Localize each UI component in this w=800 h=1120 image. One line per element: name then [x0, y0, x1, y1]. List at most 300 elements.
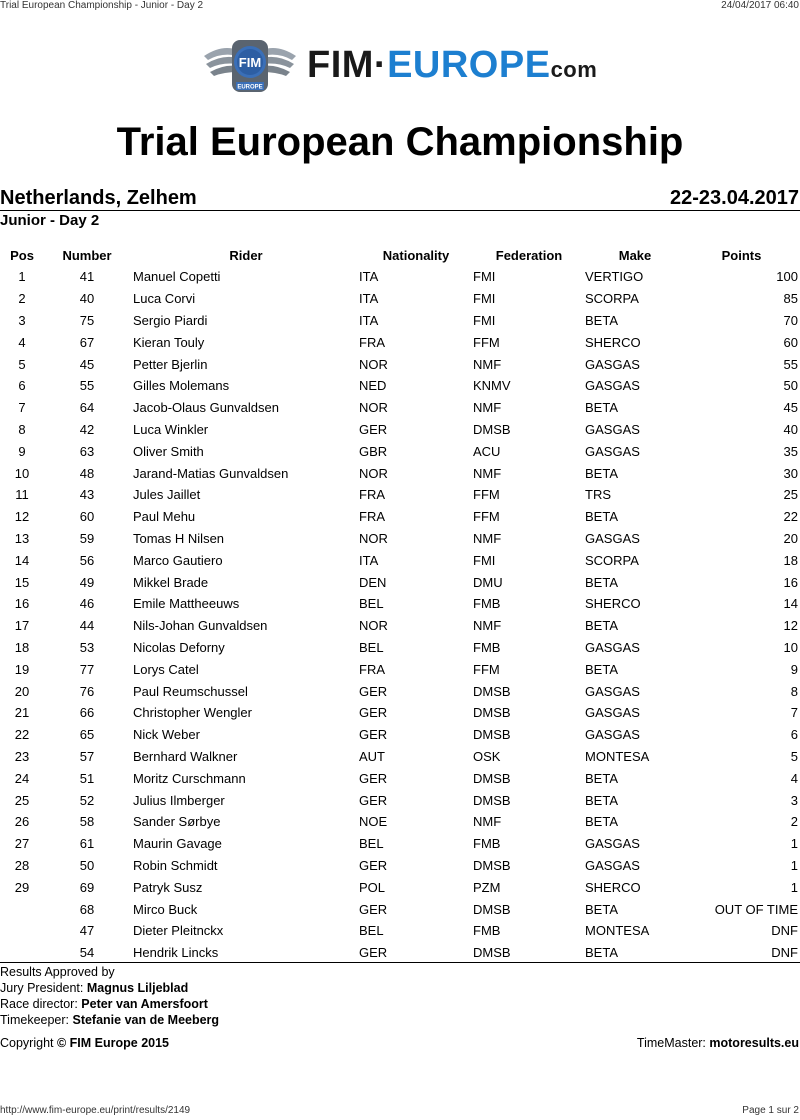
- cell-points: 1: [790, 857, 798, 873]
- table-row: [0, 615, 800, 637]
- cell-number: 48: [79, 465, 95, 481]
- event-dates: 22-23.04.2017: [669, 187, 799, 209]
- cell-nationality: FRA: [359, 487, 385, 503]
- col-header-points: Points: [721, 248, 762, 263]
- table-row: [0, 397, 800, 419]
- table-row: [0, 462, 800, 484]
- cell-pos: 21: [14, 705, 30, 721]
- cell-make: BETA: [585, 574, 618, 590]
- cell-federation: NMF: [473, 356, 502, 372]
- table-bottom-divider: [0, 962, 800, 963]
- cell-points: 100: [776, 269, 798, 285]
- cell-number: 60: [79, 509, 95, 525]
- cell-number: 68: [79, 901, 95, 917]
- cell-points: 1: [790, 836, 798, 852]
- cell-rider: Luca Winkler: [133, 421, 209, 437]
- cell-make: GASGAS: [585, 639, 640, 655]
- cell-pos: 10: [14, 465, 30, 481]
- cell-nationality: NOR: [359, 530, 388, 546]
- cell-rider: Kieran Touly: [133, 334, 205, 350]
- col-header-rider: Rider: [229, 248, 263, 263]
- table-row: [0, 288, 800, 310]
- cell-pos: 6: [18, 378, 26, 394]
- cell-nationality: BEL: [359, 596, 384, 612]
- fim-europe-wordmark: [307, 46, 597, 84]
- copyright-label: Copyright: [0, 1036, 57, 1050]
- cell-nationality: NOR: [359, 400, 388, 416]
- jury-president-label: Jury President:: [0, 981, 87, 995]
- race-director-name: Peter van Amersfoort: [81, 997, 208, 1011]
- cell-make: GASGAS: [585, 836, 640, 852]
- cell-points: 85: [783, 291, 798, 307]
- col-header-pos: Pos: [10, 248, 34, 263]
- table-row: [0, 571, 800, 593]
- table-row: [0, 310, 800, 332]
- table-row: [0, 702, 800, 724]
- cell-pos: 5: [18, 356, 26, 372]
- table-row: [0, 506, 800, 528]
- cell-nationality: FRA: [359, 509, 385, 525]
- cell-make: GASGAS: [585, 683, 640, 699]
- cell-federation: KNMV: [473, 378, 511, 394]
- cell-number: 53: [79, 639, 95, 655]
- cell-make: BETA: [585, 901, 618, 917]
- copyright-value: © FIM Europe 2015: [56, 1036, 170, 1050]
- cell-points: 7: [790, 705, 798, 721]
- cell-federation: DMSB: [473, 705, 511, 721]
- cell-points: 3: [790, 792, 798, 808]
- cell-number: 75: [79, 312, 95, 328]
- cell-make: GASGAS: [585, 356, 640, 372]
- cell-nationality: BEL: [359, 836, 384, 852]
- cell-make: GASGAS: [585, 857, 640, 873]
- col-header-nationality: Nationality: [382, 248, 450, 263]
- cell-federation: OSK: [473, 748, 501, 764]
- cell-number: 44: [79, 618, 95, 634]
- cell-nationality: ITA: [359, 291, 379, 307]
- event-venue: Netherlands, Zelhem: [0, 187, 197, 209]
- cell-nationality: GER: [359, 770, 388, 786]
- cell-rider: Tomas H Nilsen: [133, 530, 225, 546]
- cell-points: 40: [783, 421, 798, 437]
- race-director-label: Race director:: [0, 997, 82, 1011]
- emblem-europe-text: EUROPE: [237, 84, 263, 91]
- cell-pos: 16: [14, 596, 30, 612]
- cell-rider: Paul Reumschussel: [133, 683, 248, 699]
- cell-pos: 20: [14, 683, 30, 699]
- results-approval: [0, 964, 219, 1028]
- cell-federation: FMB: [473, 836, 501, 852]
- cell-rider: Maurin Gavage: [133, 836, 222, 852]
- cell-pos: [0, 898, 44, 920]
- cell-number: 46: [79, 596, 95, 612]
- cell-make: GASGAS: [585, 530, 640, 546]
- cell-pos: 23: [14, 748, 30, 764]
- cell-nationality: AUT: [359, 748, 385, 764]
- cell-rider: Mirco Buck: [133, 901, 198, 917]
- cell-points: 2: [790, 814, 798, 830]
- cell-nationality: NOR: [359, 618, 388, 634]
- cell-nationality: ITA: [359, 269, 379, 285]
- cell-number: 52: [79, 792, 95, 808]
- cell-number: 47: [79, 923, 95, 939]
- cell-make: SHERCO: [585, 334, 641, 350]
- cell-rider: Petter Bjerlin: [133, 356, 208, 372]
- cell-nationality: FRA: [359, 661, 385, 677]
- cell-pos: 22: [14, 727, 30, 743]
- cell-number: 63: [79, 443, 95, 459]
- cell-federation: DMSB: [473, 727, 511, 743]
- cell-points: DNF: [771, 945, 798, 961]
- cell-nationality: GBR: [359, 443, 388, 459]
- cell-pos: 3: [18, 312, 26, 328]
- cell-make: BETA: [585, 792, 618, 808]
- cell-federation: PZM: [473, 879, 501, 895]
- table-row: [0, 680, 800, 702]
- cell-nationality: NOR: [359, 465, 388, 481]
- cell-rider: Bernhard Walkner: [133, 748, 238, 764]
- cell-pos: 17: [14, 618, 30, 634]
- results-table: [0, 245, 800, 964]
- cell-federation: FMB: [473, 639, 501, 655]
- timemaster-label: TimeMaster:: [636, 1036, 710, 1050]
- cell-nationality: NED: [359, 378, 387, 394]
- table-row: [0, 637, 800, 659]
- cell-make: GASGAS: [585, 421, 640, 437]
- cell-make: BETA: [585, 618, 618, 634]
- table-row: [0, 484, 800, 506]
- table-row: [0, 767, 800, 789]
- cell-number: 64: [79, 400, 95, 416]
- table-row: [0, 876, 800, 898]
- cell-number: 76: [79, 683, 95, 699]
- cell-points: 5: [790, 748, 798, 764]
- table-row: [0, 855, 800, 877]
- cell-pos: [0, 920, 44, 942]
- cell-points: OUT OF TIME: [714, 901, 798, 917]
- cell-nationality: GER: [359, 727, 388, 743]
- cell-federation: FMB: [473, 596, 501, 612]
- cell-make: BETA: [585, 509, 618, 525]
- cell-federation: DMSB: [473, 421, 511, 437]
- cell-number: 77: [79, 661, 95, 677]
- cell-nationality: FRA: [359, 334, 385, 350]
- cell-pos: 25: [14, 792, 30, 808]
- cell-pos: 15: [14, 574, 30, 590]
- fim-europe-logo: [0, 36, 800, 100]
- cell-nationality: GER: [359, 857, 388, 873]
- table-row: [0, 331, 800, 353]
- jury-president-line: [0, 980, 219, 996]
- cell-nationality: GER: [359, 901, 388, 917]
- cell-rider: Christopher Wengler: [133, 705, 252, 721]
- cell-number: 51: [79, 770, 95, 786]
- cell-federation: DMSB: [473, 683, 511, 699]
- cell-number: 65: [79, 727, 95, 743]
- cell-rider: Jules Jaillet: [133, 487, 201, 503]
- cell-points: 30: [783, 465, 798, 481]
- results-header-row: [0, 245, 800, 266]
- table-row: [0, 528, 800, 550]
- cell-make: MONTESA: [585, 923, 650, 939]
- cell-pos: 11: [15, 487, 29, 503]
- cell-rider: Julius Ilmberger: [133, 792, 225, 808]
- cell-rider: Patryk Susz: [133, 879, 203, 895]
- wordmark-europe: EUROPE: [387, 44, 551, 86]
- cell-points: 14: [783, 596, 798, 612]
- cell-federation: DMSB: [473, 792, 511, 808]
- cell-make: SHERCO: [585, 596, 641, 612]
- table-row: [0, 920, 800, 942]
- cell-points: 50: [783, 378, 798, 394]
- cell-points: 9: [790, 661, 798, 677]
- cell-points: DNF: [771, 923, 798, 939]
- cell-make: BETA: [585, 661, 618, 677]
- cell-nationality: GER: [359, 683, 388, 699]
- cell-nationality: BEL: [359, 923, 384, 939]
- cell-pos: 26: [14, 814, 30, 830]
- timekeeper-line: [0, 1012, 219, 1028]
- table-row: [0, 549, 800, 571]
- cell-rider: Lorys Catel: [133, 661, 199, 677]
- timemaster-credit: [637, 1036, 799, 1050]
- cell-points: 20: [783, 530, 798, 546]
- cell-make: SCORPA: [585, 552, 639, 568]
- cell-rider: Nick Weber: [133, 727, 200, 743]
- cell-federation: ACU: [473, 443, 501, 459]
- cell-points: 12: [783, 618, 798, 634]
- cell-nationality: GER: [359, 945, 388, 961]
- print-page-number: Page 1 sur 2: [742, 1105, 799, 1116]
- cell-pos: 7: [18, 400, 26, 416]
- cell-rider: Jarand-Matias Gunvaldsen: [133, 465, 289, 481]
- cell-rider: Mikkel Brade: [133, 574, 209, 590]
- cell-points: 6: [790, 727, 798, 743]
- table-row: [0, 942, 800, 964]
- cell-federation: FMI: [473, 291, 496, 307]
- print-page-title: Trial European Championship - Junior - Day 2: [0, 0, 204, 11]
- cell-pos: 24: [14, 770, 30, 786]
- cell-make: VERTIGO: [585, 269, 644, 285]
- jury-president-name: Magnus Liljeblad: [86, 981, 189, 995]
- cell-make: BETA: [585, 770, 618, 786]
- cell-pos: 29: [14, 879, 30, 895]
- cell-points: 70: [783, 312, 798, 328]
- cell-make: BETA: [585, 945, 618, 961]
- event-category: Junior - Day 2: [0, 212, 100, 229]
- cell-nationality: BEL: [359, 639, 384, 655]
- cell-number: 66: [79, 705, 95, 721]
- cell-points: 8: [790, 683, 798, 699]
- cell-federation: DMSB: [473, 770, 511, 786]
- cell-rider: Hendrik Lincks: [133, 945, 219, 961]
- cell-nationality: NOE: [359, 814, 388, 830]
- cell-make: GASGAS: [585, 705, 640, 721]
- table-row: [0, 898, 800, 920]
- cell-pos: 9: [18, 443, 26, 459]
- cell-make: BETA: [585, 814, 618, 830]
- results-body: [0, 266, 800, 964]
- cell-nationality: GER: [359, 792, 388, 808]
- cell-nationality: DEN: [359, 574, 387, 590]
- cell-make: BETA: [585, 465, 618, 481]
- cell-federation: FFM: [473, 334, 500, 350]
- cell-federation: NMF: [473, 530, 502, 546]
- cell-pos: 18: [14, 639, 30, 655]
- cell-number: 43: [79, 487, 95, 503]
- cell-rider: Jacob-Olaus Gunvaldsen: [133, 400, 279, 416]
- table-row: [0, 658, 800, 680]
- cell-pos: 14: [14, 552, 30, 568]
- race-director-line: [0, 996, 219, 1012]
- cell-points: 60: [783, 334, 798, 350]
- cell-number: 45: [79, 356, 95, 372]
- cell-rider: Nicolas Deforny: [133, 639, 225, 655]
- cell-pos: 28: [14, 857, 30, 873]
- cell-make: SCORPA: [585, 291, 639, 307]
- cell-federation: DMSB: [473, 901, 511, 917]
- cell-number: 55: [79, 378, 95, 394]
- cell-make: GASGAS: [585, 727, 640, 743]
- cell-number: 41: [79, 269, 95, 285]
- cell-points: 4: [790, 770, 798, 786]
- cell-number: 42: [79, 421, 95, 437]
- cell-nationality: ITA: [359, 312, 379, 328]
- col-header-federation: Federation: [495, 248, 563, 263]
- cell-number: 54: [79, 945, 95, 961]
- table-row: [0, 419, 800, 441]
- cell-number: 50: [79, 857, 95, 873]
- cell-number: 40: [79, 291, 95, 307]
- cell-nationality: NOR: [359, 356, 388, 372]
- cell-federation: FFM: [473, 487, 500, 503]
- print-datetime: 24/04/2017 06:40: [721, 0, 799, 11]
- table-row: [0, 375, 800, 397]
- emblem-fim-text: FIM: [238, 55, 262, 70]
- cell-federation: NMF: [473, 465, 502, 481]
- cell-make: MONTESA: [585, 748, 650, 764]
- cell-points: 22: [783, 509, 798, 525]
- cell-number: 69: [79, 879, 95, 895]
- cell-pos: 19: [14, 661, 30, 677]
- table-row: [0, 724, 800, 746]
- cell-make: BETA: [585, 312, 618, 328]
- cell-pos: 1: [18, 269, 26, 285]
- table-row: [0, 593, 800, 615]
- cell-pos: 12: [14, 509, 30, 525]
- cell-federation: FMI: [473, 269, 496, 285]
- table-row: [0, 440, 800, 462]
- col-header-make: Make: [618, 248, 652, 263]
- cell-make: BETA: [585, 400, 618, 416]
- cell-nationality: GER: [359, 705, 388, 721]
- cell-pos: 8: [18, 421, 26, 437]
- table-row: [0, 353, 800, 375]
- cell-federation: NMF: [473, 814, 502, 830]
- cell-points: 1: [790, 879, 798, 895]
- cell-make: GASGAS: [585, 378, 640, 394]
- cell-rider: Nils-Johan Gunvaldsen: [133, 618, 268, 634]
- cell-rider: Oliver Smith: [133, 443, 204, 459]
- cell-federation: FFM: [473, 509, 500, 525]
- timekeeper-label: Timekeeper:: [0, 1013, 73, 1027]
- cell-make: TRS: [585, 487, 611, 503]
- cell-federation: FMB: [473, 923, 501, 939]
- table-row: [0, 833, 800, 855]
- cell-federation: FMI: [473, 552, 496, 568]
- cell-rider: Robin Schmidt: [133, 857, 218, 873]
- cell-pos: 4: [18, 334, 26, 350]
- cell-number: 58: [79, 814, 95, 830]
- cell-rider: Dieter Pleitnckx: [133, 923, 224, 939]
- cell-rider: Gilles Molemans: [133, 378, 230, 394]
- cell-rider: Sander Sørbye: [133, 814, 221, 830]
- cell-points: 18: [783, 552, 798, 568]
- cell-number: 59: [79, 530, 95, 546]
- cell-points: 55: [783, 356, 798, 372]
- header-divider: [0, 210, 800, 211]
- col-header-number: Number: [62, 248, 112, 263]
- fim-winged-emblem-icon: [202, 36, 298, 98]
- table-row: [0, 789, 800, 811]
- cell-rider: Luca Corvi: [133, 291, 196, 307]
- cell-points: 45: [783, 400, 798, 416]
- cell-nationality: GER: [359, 421, 388, 437]
- cell-nationality: POL: [359, 879, 386, 895]
- cell-federation: FFM: [473, 661, 500, 677]
- cell-number: 49: [79, 574, 95, 590]
- cell-points: 35: [783, 443, 798, 459]
- cell-nationality: ITA: [359, 552, 379, 568]
- cell-federation: DMSB: [473, 857, 511, 873]
- cell-rider: Paul Mehu: [133, 509, 196, 525]
- cell-federation: DMSB: [473, 945, 511, 961]
- timekeeper-name: Stefanie van de Meeberg: [72, 1013, 220, 1027]
- timemaster-value: motoresults.eu: [709, 1036, 799, 1050]
- wordmark-fim: FIM·: [307, 44, 388, 86]
- cell-federation: FMI: [473, 312, 496, 328]
- cell-points: 25: [783, 487, 798, 503]
- table-row: [0, 266, 800, 288]
- wordmark-com: com: [550, 57, 598, 82]
- cell-rider: Moritz Curschmann: [133, 770, 246, 786]
- cell-make: SHERCO: [585, 879, 641, 895]
- cell-federation: DMU: [473, 574, 503, 590]
- copyright-notice: [0, 1036, 169, 1050]
- cell-federation: NMF: [473, 400, 502, 416]
- cell-rider: Emile Mattheeuws: [133, 596, 240, 612]
- cell-points: 16: [783, 574, 798, 590]
- cell-rider: Marco Gautiero: [133, 552, 223, 568]
- cell-make: GASGAS: [585, 443, 640, 459]
- print-url: http://www.fim-europe.eu/print/results/2149: [0, 1105, 191, 1116]
- cell-pos: 13: [14, 530, 30, 546]
- cell-number: 57: [79, 748, 95, 764]
- cell-federation: NMF: [473, 618, 502, 634]
- cell-number: 67: [79, 334, 95, 350]
- browser-print-header: [0, 0, 800, 14]
- cell-pos: 2: [18, 291, 26, 307]
- cell-points: 10: [783, 639, 798, 655]
- cell-rider: Sergio Piardi: [133, 312, 208, 328]
- table-row: [0, 746, 800, 768]
- cell-rider: Manuel Copetti: [133, 269, 221, 285]
- cell-number: 61: [79, 836, 95, 852]
- page-title: Trial European Championship: [116, 120, 684, 164]
- approved-by-text: Results Approved by: [0, 965, 115, 979]
- cell-pos: [0, 942, 44, 964]
- cell-pos: 27: [14, 836, 30, 852]
